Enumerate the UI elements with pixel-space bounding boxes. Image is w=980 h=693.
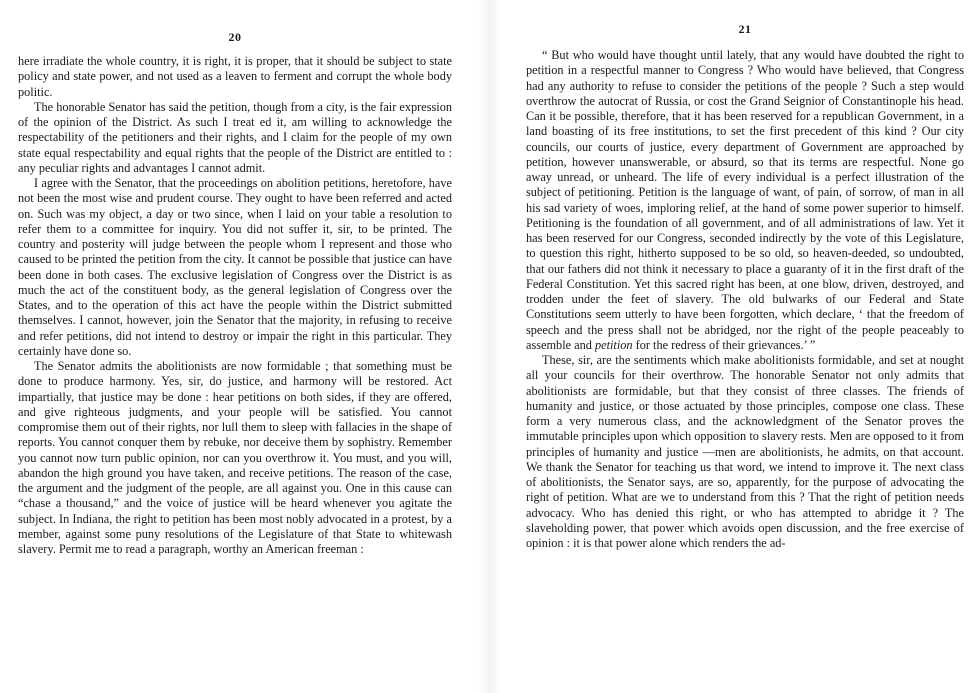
page-number: 20 (228, 30, 242, 44)
paragraph: I agree with the Senator, that the proceedings on abolition petitions, heretofore, have not been the most wise and prudent course. They ought to have been referred and acted on. Such was my object, a day or two since, when I laid on your table a resolution to refer them to a committee for inquiry. You did not suffer it, sir, to be printed. The country and posterity will judge between the people whom I represent and those who caused to be printed the petition from the city. It cannot be possible that justice can have been done in both cases. The exclusive legislation of Congress over the District is as much the act of the constituent body, as the general legislation of Congress over the States, and to the operation of this act have the people within the District submitted themselves. I cannot, however, join the Senator that the majority, in refusing to receive and refer petitions, did not intend to destroy or impair the right in this particular. They certainly have done so. (18, 176, 452, 358)
quote-end: for the redress of their grievances.’ ” (632, 337, 816, 352)
paragraph: The honorable Senator has said the petition, though from a city, is the fair expression of the opinion of the District. As such I treat ed it, am willing to acknowledge the respectability of the petitioners and their rights, and I claim for the people of my own state equal respectability and equal rights that the people of the District are entitled to : any peculiar rights and advantages I cannot admit. (18, 99, 452, 175)
page-number: 21 (738, 22, 752, 36)
left-page (18, 0, 452, 693)
quote-text: “ But who would have thought until lately, that any would have doubted the right to petition in a respectful manner to Congress ? Who would have believed, that Congress had any authority to refuse to consider the petitions of the people ? Such a step would overthrow the autocrat of Russia, or cost the Grand Seignior of Constantinople his head. Can it be possible, therefore, that it has been reserved for a republican Government, in a land boasting of its free institutions, to set the first precedent of this kind ? Our city councils, our courts of justice, every department of Government are approached by petition, however unanswerable, or absurd, so that its terms are respectful. None go away unread, or unheard. The life of every individual is a perfect illustration of the subject of petitioning. Petition is the language of want, of pain, of sorrow, of man in all his sad variety of woes, imploring relief, at the hand of some power superior to himself. Petitioning is the foundation of all government, and of all administrations of law. Yet it has been reserved for our Congress, seconded indirectly by the vote of this Legislature, to question this right, hitherto supposed to be so old, so heaven-deeded, so undoubted, that our fathers did not think it necessary to place a guaranty of it in the first draft of the Federal Constitution. Yet this sacred right has been, at one blow, driven, destroyed, and trodden under the feet of slavery. The old bulwarks of our Federal and State Constitutions seem utterly to have been forgotten, which declare, ‘ that the freedom of speech and the press shall not be abridged, nor the right of the people peaceably to assemble and (526, 48, 964, 352)
book-gutter (478, 0, 502, 693)
page-body (526, 36, 964, 551)
paragraph: The Senator admits the abolitionists are now formidable ; that something must be done to produce harmony. Yes, sir, do justice, and harmony will be restored. Act impartially, that justice may be done : hear petitions on both sides, if they are offered, and give righteous judgments, and your people will be satisfied. You cannot compromise them out of their rights, nor lull them to sleep with fallacies in the shape of reports. You cannot conquer them by rebuke, nor deceive them by sophistry. Remember you cannot now turn public opinion, nor can you overthrow it. You must, and you will, abandon the high ground you have taken, and receive petitions. The reason of the case, the argument and the judgment of the people, are all against you. One in this cause can “chase a thousand,” and the voice of justice will be heard whenever you agitate the subject. In Indiana, the right to petition has been most nobly advocated in a protest, by a member, against some puny resolutions of the Legislature of that State to whitewash slavery. Permit me to read a paragraph, worthy an American freeman : (18, 359, 452, 556)
page-body (18, 44, 452, 557)
quoted-paragraph (526, 48, 964, 353)
right-page (526, 0, 964, 693)
paragraph: here irradiate the whole country, it is right, it is proper, that it should be subject to state policy and state power, and not used as a leaven to ferment and corrupt the whole body politic. (18, 54, 452, 99)
emphasized-word: petition (594, 337, 633, 352)
paragraph: These, sir, are the sentiments which make abolitionists formidable, and set at nought all your councils for their overthrow. The honorable Senator not only admits that abolitionists are formidable, but that they consist of three classes. The friends of humanity and justice, or those actuated by those principles, compose one class. These form a very numerous class, and the acknowledgment of the Senator proves the immutable principles upon which opposition to slavery rests. Men are opposed to it from principles of humanity and justice —men are abolitionists, he admits, on that account. We thank the Senator for teaching us that word, we intend to improve it. The next class of abolitionists, the Senator says, are so, apparently, for the purpose of advocating the right of petition. What are we to understand from this ? That the right of petition needs advocacy. Who has denied this right, or who has attempted to abridge it ? The slaveholding power, that power which avoids open discussion, and the free exercise of opinion : it is that power alone which renders the ad- (526, 353, 964, 550)
